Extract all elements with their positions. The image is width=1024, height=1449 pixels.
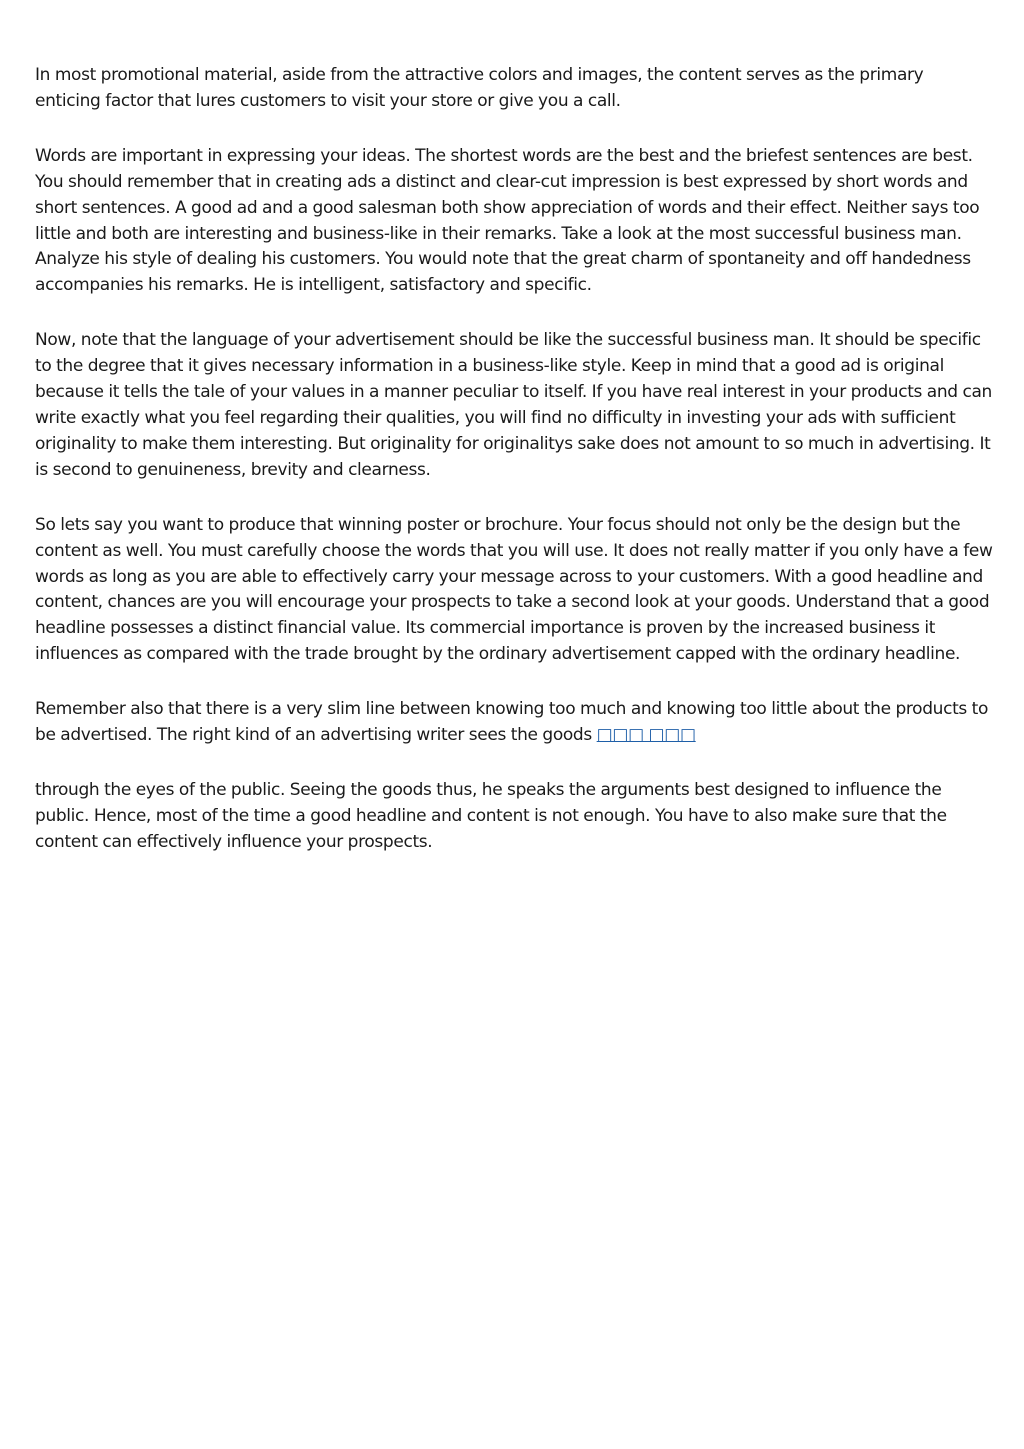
paragraph: In most promotional material, aside from the attractive colors and images, the content serves as the primary enticing factor that lures customers to visit your store or give you a call. <box>35 65 924 111</box>
paragraph-text: Remember also that there is a very slim line between knowing too much and knowing too little about the products to be advertised. The right kind of an advertising writer sees the goods <box>35 699 989 746</box>
paragraph: Words are important in expressing your ideas. The shortest words are the best and the briefest sentences are best. You should remember that in creating ads a distinct and clear-cut impression is best expressed by short words and short sentences. A good ad and a good salesman both show appreciation of words and their effect. Neither says too little and both are interesting and business-like in their remarks. Take a look at the most successful business man. Analyze his style of dealing his customers. You would note that the great charm of spontaneity and off handedness accompanies his remarks. He is intelligent, satisfactory and specific. <box>35 145 980 296</box>
paragraph-with-link <box>35 697 993 749</box>
inline-link[interactable]: □□□ □□□ <box>596 725 696 746</box>
document-body <box>35 63 993 885</box>
paragraph: So lets say you want to produce that winning poster or brochure. Your focus should not only be the design but the content as well. You must carefully choose the words that you will use. It does not really matter if you only have a few words as long as you are able to effectively carry your message across to your customers. With a good headline and content, chances are you will encourage your prospects to take a second look at your goods. Understand that a good headline possesses a distinct financial value. Its commercial importance is proven by the increased business it influences as compared with the trade brought by the ordinary advertisement capped with the ordinary headline. <box>35 514 993 665</box>
paragraph: Now, note that the language of your advertisement should be like the successful business man. It should be specific to the degree that it gives necessary information in a business-like style. Keep in mind that a good ad is original because it tells the tale of your values in a manner peculiar to itself. If you have real interest in your products and can write exactly what you feel regarding their qualities, you will find no difficulty in investing your ads with sufficient originality to make them interesting. But originality for originalitys sake does not amount to so much in advertising. It is second to genuineness, brevity and clearness. <box>35 330 992 480</box>
paragraph: through the eyes of the public. Seeing the goods thus, he speaks the arguments best designed to influence the public. Hence, most of the time a good headline and content is not enough. You have to also make sure that the content can effectively influence your prospects. <box>35 779 947 852</box>
